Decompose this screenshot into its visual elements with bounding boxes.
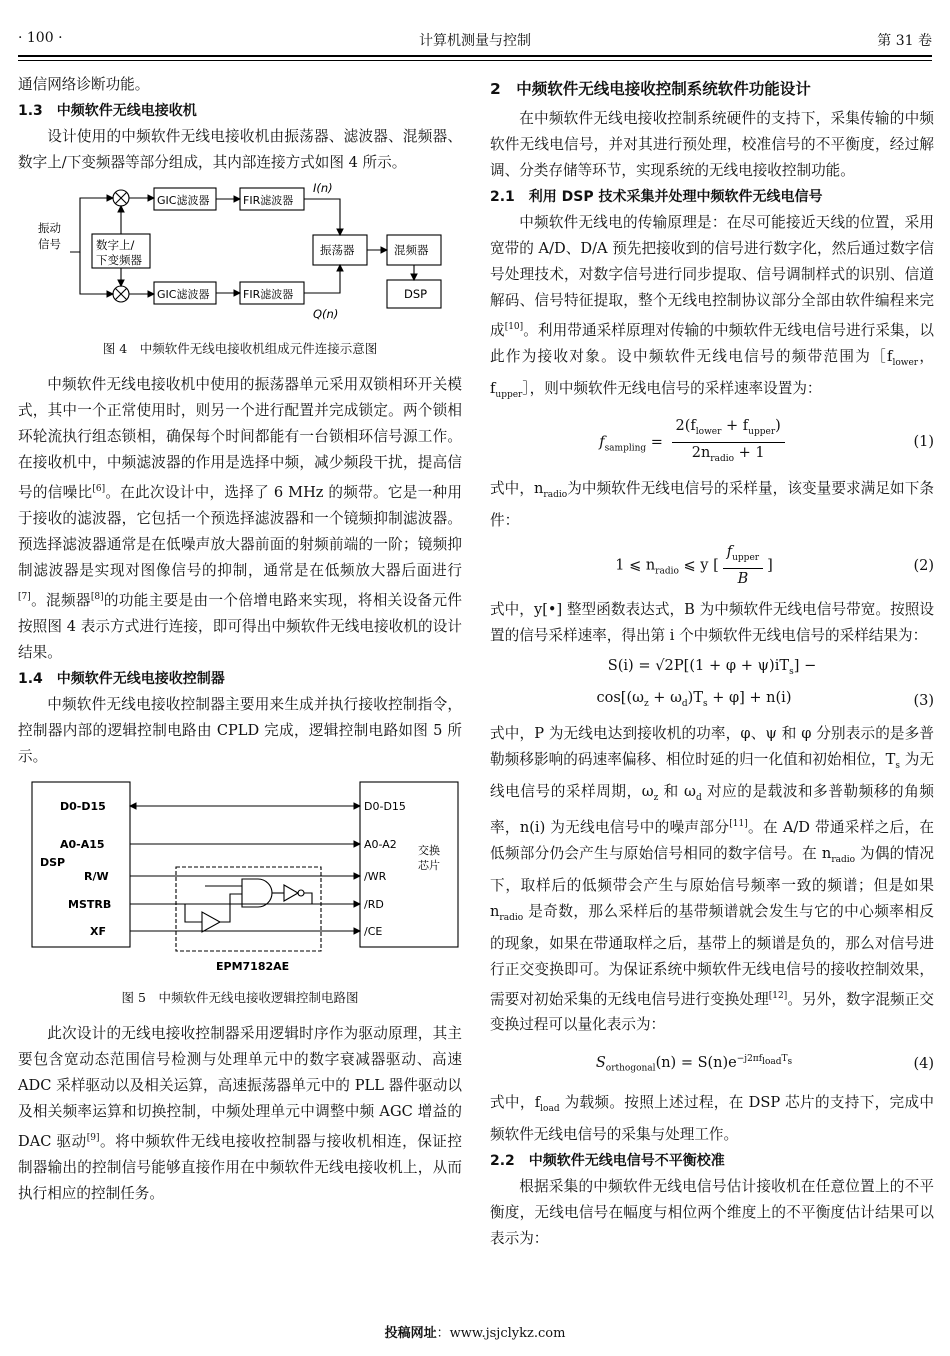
figure-4-caption: 图 4 中频软件无线电接收机组成元件连接示意图	[102, 341, 378, 356]
paragraph: 式中，$f_{load}$ 为载频。按照上述过程，在 DSP 芯片的支持下，完成中频软件无线电信号的采集与处理工作。	[490, 1094, 934, 1144]
pin-label-left: XF	[90, 924, 106, 938]
left-column	[18, 72, 462, 1207]
paragraph: 中频软件无线电的传输原理是：在尽可能接近天线的位置，采用宽带的 A/D、D/A 预先把接收到的信号进行数字化，然后通过数字信号处理技术，对数字信号进行同步提取、信号调制样式的识别、信道解码、信号特征提取，整个无线电控制协议部分全部由软件编程来完成[10]。利用带通采样原理对传输的中频软件无线电信号进行采集，以此作为接收对象。设中频软件无线电信号的频带范围为$[f_{lower}$，$f_{upper}]$，则中频软件无线电信号的采样速率设置为：	[490, 214, 934, 400]
figure-5-caption: 图 5 中频软件无线电接收逻辑控制电路图	[121, 989, 359, 1005]
converter-label: 下变频器	[96, 253, 142, 267]
paragraph: 中频软件无线电接收机中使用的振荡器单元采用双锁相环开关模式，其中一个正常使用时，则另一个进行配置并完成锁定。两个锁相环轮流执行组态锁相，确保每个时间都能有一台锁相环信号源工作。在接收机中，中频滤波器的作用是选择中频，减少频段干扰，提高信号的信噪比[6]。在此次设计中，选择了 6 MHz 的频带。它是一种用于接收的滤波器，它包括一个预选择滤波器和一个镜频抑制滤波器。预选择滤波器通常是在低噪声放大器前面的射频前端的一阶；镜频抑制滤波器是实现对图像信号的抑制，通常是在低频放大器后面进行[7]。混频器[8]的功能主要是由一个倍增电路来实现，将相关设备元件按照图 4 表示方式进行连接，即可得出中频软件无线电接收机的设计结果。	[18, 376, 462, 661]
equation-number: (2)	[913, 557, 934, 574]
pin-label-right: /WR	[364, 869, 387, 883]
pin-label-left: MSTRB	[68, 897, 112, 911]
paragraph: 在中频软件无线电接收控制系统硬件的支持下，采集传输的中频软件无线电信号，并对其进行预处理，校准信号的不平衡度，经过解调、分类存储等环节，实现系统的无线电接收控制功能。	[490, 110, 934, 179]
section-heading-1-3: 1.3 中频软件无线电接收机	[18, 103, 197, 119]
footer	[0, 1322, 950, 1341]
inverter-gate	[284, 885, 298, 901]
dsp-label: DSP	[404, 287, 428, 301]
cpld-label: EPM7182AE	[216, 959, 290, 973]
paragraph: 式中，P 为无线电达到接收机的功率，φ、ψ 和 φ 分别表示的是多普勒频移影响的码速率偏移、相位时延的归一化值和初始相位，$T_s$ 为无线电信号的采样周期，$\omega_z$ 和 $\omega_d$ 对应的是载波和多普勒频移的角频率，n(i) 为无线电信号中的噪声部分[11]。在 A/D 带通采样之后，在低频部分仍会产生与原始信号相同的数字信号。在 $n_{radio}$ 为偶的情况下，取样后的低频带会产生与原始信号频率一致的频谱；但是如果 $n_{radio}$ 是奇数，那么采样后的基带频谱就会发生与它的中心频率相反的现象，如果在带通取样之后，基带上的频谱是负的，那么对信号进行正交变换即可。为保证系统中频软件无线电信号的接收控制效果，需要对初始采集的无线电信号进行变换处理[12]。另外，数字混频正交变换过程可以量化表示为：	[490, 725, 935, 1034]
pin-label-left: R/W	[84, 869, 109, 883]
equation-number: (1)	[913, 434, 934, 451]
equation-3: $S(i) = √2P[(1 + \varphi + \psi)iT_s]$ − $\cos[(\omega_z + \omega_d)T_s + \varphi] + n(i)$ (3)	[490, 653, 934, 717]
paragraph: 此次设计的无线电接收控制器采用逻辑时序作为驱动原理，其主要包含宽动态范围信号检测与处理单元中的数字衰减器驱动、高速 ADC 采样驱动以及相关运算，高速振荡器单元中的 PLL 器件驱动以及相关频率运算和切换控制，中频处理单元中调整中频 AGC 增益的 DAC 驱动[9]。将中频软件无线电接收控制器与接收机相连，保证控制器输出的控制信号能够直接作用在中频软件无线电接收机上，从而执行相应的控制任务。	[18, 1024, 462, 1202]
dsp-label: DSP	[40, 855, 66, 869]
section-heading-2-1: 2.1 利用 DSP 技术采集并处理中频软件无线电信号	[490, 189, 823, 205]
gic-label: GIC滤波器	[157, 288, 210, 301]
right-column	[490, 72, 934, 1252]
mixer-label: 混频器	[394, 243, 429, 257]
pin-label-right: D0-D15	[364, 799, 406, 813]
equation-2: 1 ⩽ $n_{radio}$ ⩽ y [ $\frac{f_{upper}}{B}$ ] (2)	[615, 544, 934, 588]
input-label: 振动	[38, 221, 61, 235]
paragraph: 式中，y[•] 整型函数表达式，B 为中频软件无线电信号带宽。按照设置的信号采样速率，得出第 i 个中频软件无线电信号的采样结果为：	[490, 601, 934, 645]
equation-4: $S_{orthogonal}(n) = S(n)e^{-j2\pi f_{load}T_s}$ (4)	[490, 1046, 934, 1082]
figure-5-logic-circuit	[20, 774, 460, 979]
journal-title: 计算机测量与控制	[419, 33, 531, 49]
running-header	[18, 30, 932, 52]
chip-label: 芯片	[418, 858, 440, 872]
paragraph: 通信网络诊断功能。	[18, 76, 150, 93]
and-gate	[242, 879, 272, 907]
oscillator-label: 振荡器	[320, 243, 355, 257]
equation-1: $f_{sampling}$ = $\frac{2(f_{lower} + f_{upper})}{2n_{radio} + 1}$ (1)	[599, 417, 934, 464]
paragraph: 中频软件无线电接收控制器主要用来生成并执行接收控制指令，控制器内部的逻辑控制电路由 CPLD 完成，逻辑控制电路如图 5 所示。	[18, 695, 462, 765]
i-signal-label: I(n)	[313, 181, 333, 195]
paragraph: 设计使用的中频软件无线电接收机由振荡器、滤波器、混频器、数字上/下变频器等部分组成，其内部连接方式如图 4 所示。	[18, 128, 462, 171]
fir-label: FIR滤波器	[243, 288, 294, 301]
input-label: 信号	[38, 237, 61, 251]
cpld-block	[176, 867, 321, 951]
volume-label: 第 31 卷	[877, 33, 932, 49]
converter-label: 数字上/	[96, 238, 135, 252]
fir-label: FIR滤波器	[243, 194, 294, 207]
section-heading-2-2: 2.2 中频软件无线电信号不平衡校准	[490, 1153, 725, 1170]
section-heading-1-4: 1.4 中频软件无线电接收控制器	[18, 670, 225, 687]
pin-label-right: A0-A2	[364, 837, 397, 851]
pin-label-left: A0-A15	[60, 837, 105, 851]
pin-label-right: /RD	[364, 897, 384, 911]
footer-url[interactable]: ：www.jsjclykz.com	[436, 1326, 566, 1341]
q-signal-label: Q(n)	[313, 307, 339, 321]
equation-number: (3)	[913, 693, 934, 710]
footer-label: 投稿网址	[384, 1326, 437, 1341]
equation-number: (4)	[913, 1056, 934, 1073]
header-rule-thick	[18, 55, 932, 57]
chip-label: 交换	[418, 843, 440, 857]
section-heading-2: 2 中频软件无线电接收控制系统软件功能设计	[490, 80, 811, 98]
gic-label: GIC滤波器	[157, 194, 210, 207]
figure-4-receiver-diagram	[30, 180, 450, 330]
header-rule-thin	[18, 60, 932, 61]
paragraph: 式中，$n_{radio}$为中频软件无线电信号的采样量，该变量要求满足如下条件：	[490, 480, 934, 530]
buffer-gate	[202, 912, 220, 932]
page-number: · 100 ·	[18, 30, 63, 46]
pin-label-left: D0-D15	[60, 799, 106, 813]
pin-label-right: /CE	[364, 924, 383, 938]
paragraph: 根据采集的中频软件无线电信号估计接收机在任意位置上的不平衡度，无线电信号在幅度与相位两个维度上的不平衡度估计结果可以表示为：	[490, 1178, 934, 1248]
